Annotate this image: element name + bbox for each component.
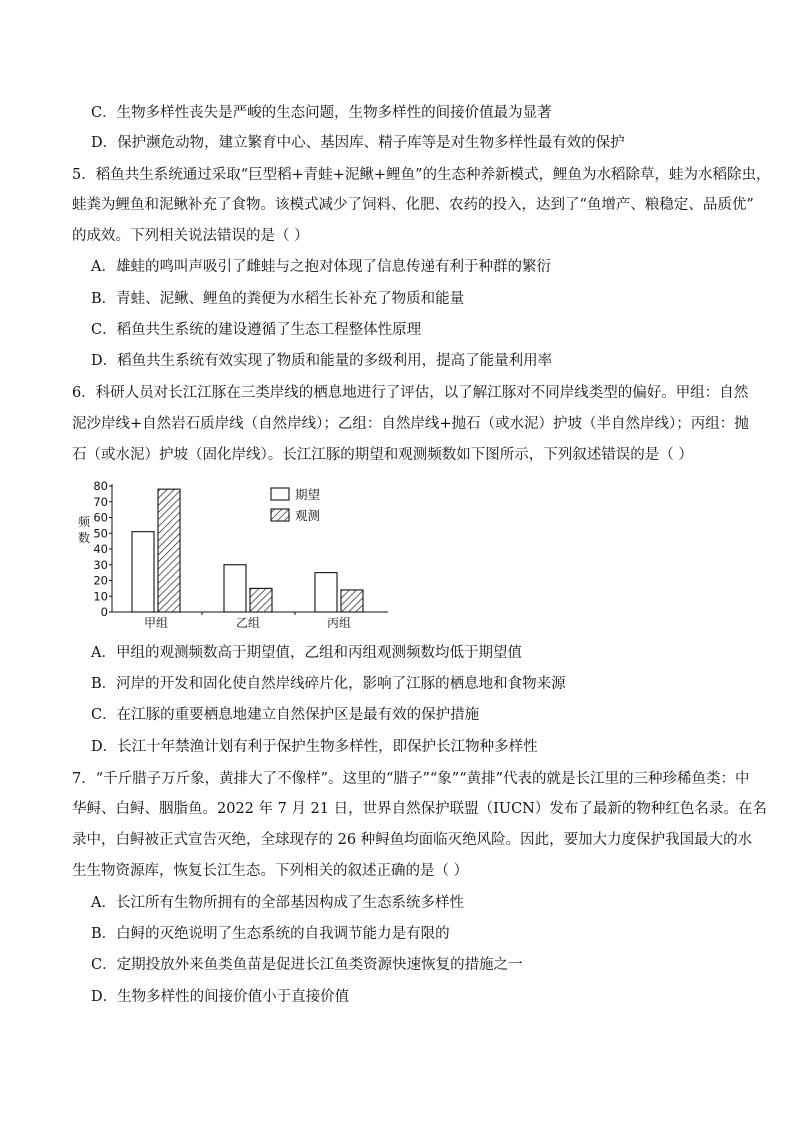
q7-stem-line-1: 7．“千斤腊子万斤象，黄排大了不像样”。这里的“腊子”“象”“黄排”代表的就是长江里的三种珍稀鱼类：中	[72, 771, 750, 787]
q5-option-b: B．青蛙、泥鳅、鲤鱼的粪便为水稻生长补充了物质和能量	[91, 291, 465, 307]
legend-swatch-observed	[271, 509, 289, 521]
q7-stem-line-4: 生生物资源库，恢复长江生态。下列相关的叙述正确的是（ ）	[72, 863, 469, 879]
q6-option-c: C．在江豚的重要栖息地建立自然保护区是最有效的保护措施	[91, 707, 480, 723]
q6-option-d: D．长江十年禁渔计划有利于保护生物多样性，即保护长江物种多样性	[91, 739, 538, 755]
q7-option-d: D．生物多样性的间接价值小于直接价值	[91, 989, 350, 1005]
bar-expected	[132, 532, 154, 612]
y-axis-label-char: 数	[77, 531, 91, 545]
q5-stem-line-2: 蛙粪为鲤鱼和泥鳅补充了食物。该模式减少了饲料、化肥、农药的投入，达到了“鱼增产、粮稳定、品质优”	[72, 197, 754, 213]
q5-option-a: A．雄蛙的鸣叫声吸引了雌蛙与之抱对体现了信息传递有利于种群的繁衍	[91, 259, 551, 275]
y-tick-label: 60	[93, 510, 108, 525]
bar-expected	[315, 573, 337, 612]
y-tick-label: 0	[100, 605, 108, 619]
legend-label: 观测	[295, 508, 321, 523]
q6-stem-line-3: 石（或水泥）护坡（固化岸线）。长江江豚的期望和观测频数如下图所示，下列叙述错误的是（ ）	[72, 447, 693, 463]
q6-stem-line-2: 泥沙岸线+自然岩石质岸线（自然岸线）；乙组：自然岸线+抛石（或水泥）护坡（半自然岸线）；丙组：抛	[72, 416, 749, 432]
bar-observed	[158, 489, 180, 612]
bar-observed	[341, 590, 363, 612]
q5-stem-line-1: 5．稻鱼共生系统通过采取“巨型稻+青蛙+泥鳅+鲤鱼”的生态种养新模式，鲤鱼为水稻除草，蛙为水稻除虫，	[72, 167, 771, 183]
x-category-label: 乙组	[235, 616, 261, 630]
y-tick-label: 50	[93, 526, 108, 541]
legend-label: 期望	[295, 487, 321, 502]
q6-stem-line-1: 6．科研人员对长江江豚在三类岸线的栖息地进行了评估，以了解江豚对不同岸线类型的偏好。甲组：自然	[72, 385, 749, 401]
q6-option-b: B．河岸的开发和固化使自然岸线碎片化，影响了江豚的栖息地和食物来源	[91, 676, 566, 692]
y-tick-label: 20	[93, 573, 108, 588]
q5-stem-line-3: 的成效。下列相关说法错误的是（ ）	[72, 228, 309, 244]
x-category-label: 甲组	[143, 616, 169, 630]
q7-stem-line-2: 华鲟、白鲟、胭脂鱼。2022 年 7 月 21 日，世界自然保护联盟（IUCN）发布了最新的物种红色名录。在名	[72, 801, 767, 817]
bar-observed	[250, 588, 272, 612]
y-tick-label: 30	[93, 557, 108, 572]
legend-swatch-expected	[271, 488, 289, 500]
q7-option-c: C．定期投放外来鱼类鱼苗是促进长江鱼类资源快速恢复的措施之一	[91, 957, 523, 973]
q4-option-c: C．生物多样性丧失是严峻的生态问题，生物多样性的间接价值最为显著	[91, 105, 552, 121]
y-tick-label: 40	[93, 542, 108, 556]
y-tick-label: 80	[93, 479, 108, 493]
q5-option-c: C．稻鱼共生系统的建设遵循了生态工程整体性原理	[91, 322, 422, 338]
x-category-label: 丙组	[326, 616, 352, 630]
q7-stem-line-3: 录中，白鲟被正式宣告灭绝，全球现存的 26 种鲟鱼均面临灭绝风险。因此，要加大力度保护我国最大的水	[72, 832, 753, 848]
q6-option-a: A．甲组的观测频数高于期望值，乙组和丙组观测频数均低于期望值	[91, 645, 522, 661]
y-tick-label: 70	[93, 494, 108, 509]
y-axis-label-char: 频	[77, 515, 91, 529]
q4-option-d: D．保护濒危动物，建立繁育中心、基因库、精子库等是对生物多样性最有效的保护	[91, 135, 625, 151]
q7-option-b: B．白鲟的灭绝说明了生态系统的自我调节能力是有限的	[91, 926, 450, 942]
frequency-bar-chart	[72, 478, 402, 636]
q7-option-a: A．长江所有生物所拥有的全部基因构成了生态系统多样性	[91, 895, 464, 911]
bar-expected	[224, 565, 246, 612]
y-tick-label: 10	[93, 589, 108, 604]
q5-option-d: D．稻鱼共生系统有效实现了物质和能量的多级利用，提高了能量利用率	[91, 353, 553, 369]
